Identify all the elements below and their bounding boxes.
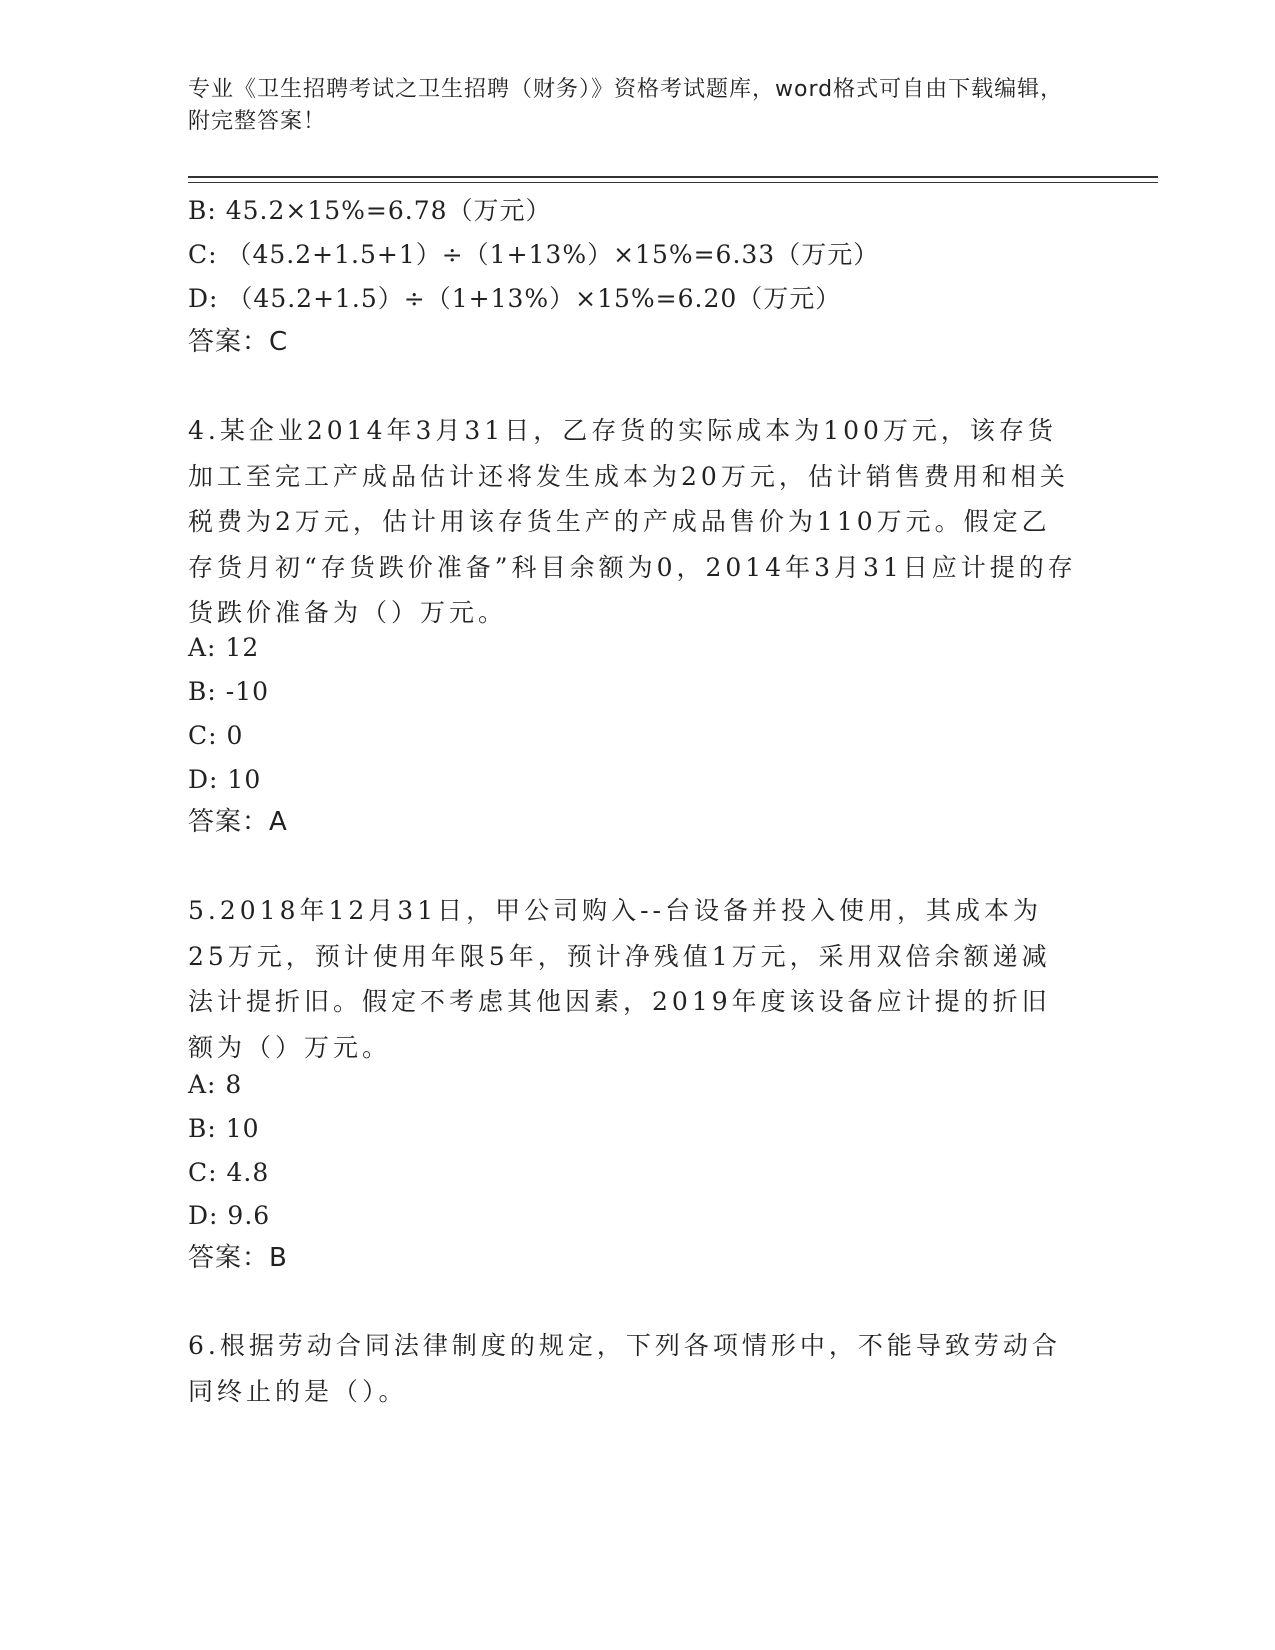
q4-question-text: 4.某企业2014年3月31日，乙存货的实际成本为100万元，该存货加工至完工产成品估计还将发生成本为20万元，估计销售费用和相关税费为2万元，估计用该存货生产的产成品售价为110万元。假定乙存货月初“存货跌价准备”科目余额为0，2014年3月31日应计提的存货跌价准备为（）万元。	[188, 416, 1077, 627]
header-divider-thick	[188, 176, 1158, 178]
q4-answer: 答案：A	[188, 807, 288, 837]
document-header: 专业《卫生招聘考试之卫生招聘（财务）》资格考试题库，word格式可自由下载编辑，附完整答案！	[188, 77, 1064, 134]
q5-option-d: D: 9.6	[188, 1201, 271, 1230]
q5-question-text: 5.2018年12月31日，甲公司购入--台设备并投入使用，其成本为25万元，预计使用年限5年，预计净残值1万元，采用双倍余额递减法计提折旧。假定不考虑其他因素，2019年度该设备应计提的折旧额为（）万元。	[188, 896, 1051, 1062]
q5-option-a: A: 8	[188, 1070, 243, 1099]
q3-option-d: D: （45.2+1.5）÷（1+13%）×15%=6.20（万元）	[188, 284, 842, 313]
q4-option-b: B: -10	[188, 677, 269, 706]
header-divider-thin	[188, 182, 1158, 183]
q3-option-b: B: 45.2×15%=6.78（万元）	[188, 196, 552, 225]
q4-option-a: A: 12	[188, 633, 260, 662]
q4-option-d: D: 10	[188, 765, 262, 794]
q3-answer: 答案：C	[188, 327, 289, 357]
q5-answer: 答案：B	[188, 1243, 288, 1273]
q5-option-c: C: 4.8	[188, 1158, 270, 1187]
q3-option-c: C: （45.2+1.5+1）÷（1+13%）×15%=6.33（万元）	[188, 240, 880, 269]
q6-question-text: 6.根据劳动合同法律制度的规定，下列各项情形中，不能导致劳动合同终止的是（）。	[188, 1331, 1061, 1406]
q5-option-b: B: 10	[188, 1114, 260, 1143]
q4-option-c: C: 0	[188, 721, 244, 750]
